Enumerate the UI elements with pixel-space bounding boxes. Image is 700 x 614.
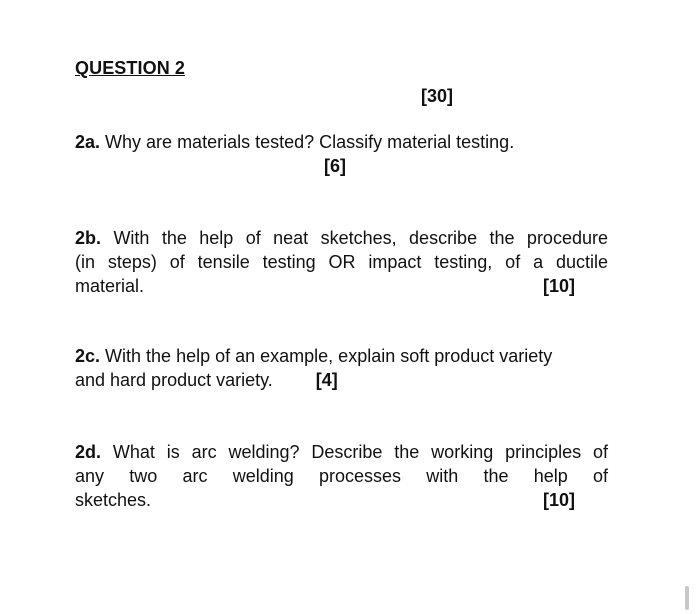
part-2b-text-3: material. (75, 276, 145, 296)
part-2c-line-2 (75, 368, 608, 392)
part-2b-line-1 (75, 226, 608, 250)
scrollbar-thumb[interactable] (685, 586, 689, 610)
part-2b-line-3 (75, 274, 575, 298)
part-2b-marks: [10] (542, 276, 575, 296)
part-2b-number: 2b. (75, 228, 102, 248)
part-2c-text-2: and hard product variety. (75, 370, 273, 390)
part-2a-number: 2a. (75, 132, 101, 152)
part-2d (75, 440, 608, 512)
part-2a-marks: [6] (324, 156, 346, 176)
part-2c (75, 344, 608, 392)
part-2d-marks: [10] (542, 490, 575, 510)
part-2c-line-1 (75, 344, 608, 368)
part-2c-text-1: With the help of an example, explain soft product variety (105, 346, 553, 366)
part-2d-line-2: any two arc welding processes with the help of (75, 466, 608, 486)
part-2b-line-2: (in steps) of tensile testing OR impact testing, of a ductile (75, 252, 608, 272)
part-2d-line-3 (75, 488, 575, 512)
part-2b-text-1: With the help of neat sketches, describe the procedure (113, 228, 608, 248)
part-2d-number: 2d. (75, 442, 102, 462)
part-2d-text-3: sketches. (75, 490, 152, 510)
part-2c-marks: [4] (315, 370, 338, 390)
part-2d-text-1: What is arc welding? Describe the working principles of (112, 442, 608, 462)
part-2c-number: 2c. (75, 346, 101, 366)
part-2a (75, 130, 608, 176)
part-2a-line (75, 130, 608, 154)
part-2d-line-1 (75, 440, 608, 464)
question-title: QUESTION 2 (75, 58, 186, 78)
total-marks: [30] (421, 86, 454, 106)
part-2a-text: Why are materials tested? Classify material testing. (105, 132, 515, 152)
part-2b (75, 226, 608, 298)
